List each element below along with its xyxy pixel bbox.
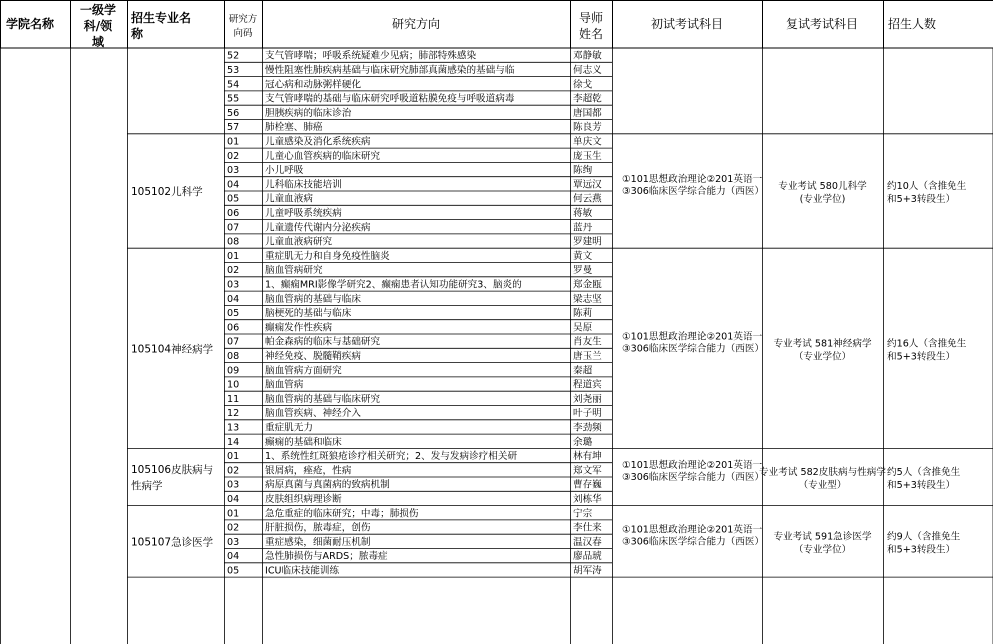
advisor-name: 秦超: [573, 365, 593, 377]
advisor-name: 胡军涛: [573, 565, 602, 577]
dir-code: 57: [227, 122, 240, 134]
dir-code: 53: [227, 64, 240, 76]
dir-code: 56: [227, 107, 240, 119]
header-discipline: 一级学: [79, 3, 117, 17]
dir-code: 01: [227, 136, 240, 148]
advisor-name: 陈绚: [573, 165, 593, 177]
dir-code: 04: [227, 493, 240, 505]
dir-text: 脑血管病的基础与临床: [265, 293, 361, 305]
advisor-name: 林有坤: [573, 451, 602, 463]
dir-code: 06: [227, 207, 240, 219]
prelim-subjects: ①101思想政治理论②201英语一: [622, 174, 763, 185]
dir-text: 癫痫发作性疾病: [265, 322, 333, 334]
advisor-name: 邓静敏: [573, 50, 602, 62]
advisor-name: 黄文: [573, 250, 593, 262]
advisor-name: 廖品琥: [573, 551, 602, 563]
dir-text: 脑血管病研究: [265, 265, 323, 277]
dir-code: 08: [227, 350, 240, 362]
advisor-name: 程道宾: [573, 379, 602, 391]
retest-subjects: 专业考试 581神经病学: [773, 338, 872, 350]
header-dir-code: 研究方: [228, 14, 258, 25]
dir-code: 54: [227, 79, 240, 91]
header-discipline: 科/领: [83, 19, 113, 33]
advisor-name: 单庆文: [573, 136, 602, 148]
dir-code: 05: [227, 308, 240, 320]
retest-subjects: （专业型）: [798, 480, 847, 491]
dir-text: 脑梗死的基础与临床: [265, 308, 352, 320]
dir-code: 07: [227, 222, 240, 234]
dir-text: 儿童血液病研究: [265, 236, 333, 248]
advisor-name: 刘尧丽: [573, 393, 602, 405]
advisor-name: 罗曼: [573, 265, 593, 277]
enroll-count: 和5+3转段生）: [887, 544, 956, 556]
dir-code: 01: [227, 451, 240, 463]
dir-code: 05: [227, 193, 240, 205]
enroll-count: 约10人（含推免生: [887, 181, 967, 192]
header-major: 称: [131, 27, 144, 41]
header-enroll: 招生人数: [888, 17, 937, 31]
prelim-subjects: ①101思想政治理论②201英语一: [622, 524, 763, 536]
enroll-count: 和5+3转段生）: [887, 194, 956, 205]
dir-code: 05: [227, 565, 240, 577]
advisor-name: 蒋敏: [573, 207, 593, 219]
dir-text: 急性肺损伤与ARDS；脓毒症: [265, 551, 388, 563]
dir-text: 儿童血液病: [265, 193, 313, 205]
dir-code: 11: [227, 393, 240, 405]
advisor-name: 温汉春: [573, 536, 602, 548]
dir-code: 02: [227, 150, 240, 162]
prelim-subjects: ③306临床医学综合能力（西医）: [622, 186, 765, 197]
dir-text: 帕金森病的临床与基础研究: [265, 336, 381, 348]
major-name: 性病学: [131, 480, 163, 492]
dir-text: 儿童遗传代谢内分泌疾病: [265, 222, 371, 234]
dir-text: 脑血管病: [265, 379, 304, 391]
dir-text: 癫痫的基础和临床: [265, 436, 342, 448]
advisor-name: 郑文军: [573, 465, 602, 477]
dir-code: 06: [227, 322, 240, 334]
prelim-subjects: ①101思想政治理论②201英语一: [622, 460, 763, 471]
advisor-name: 余璐: [573, 436, 593, 448]
dir-code: 03: [227, 479, 240, 491]
dir-code: 04: [227, 551, 240, 563]
major-name: 105104神经病学: [131, 343, 214, 356]
dir-code: 13: [227, 422, 240, 434]
dir-text: 脑血管病的基础与临床研究: [265, 393, 381, 405]
enroll-count: 约5人（含推免生: [887, 467, 961, 478]
dir-text: 1、系统性红斑狼疮诊疗相关研究；2、发与发病诊疗相关研: [265, 451, 518, 463]
dir-code: 02: [227, 465, 240, 477]
header-dir-code: 向码: [233, 28, 253, 39]
dir-code: 02: [227, 522, 240, 534]
dir-text: 小儿呼吸: [265, 165, 304, 177]
advisor-name: 刘栋华: [573, 493, 602, 505]
header-advisor: 导师: [578, 11, 604, 25]
dir-text: 神经免疫、脱髓鞘疾病: [265, 350, 361, 362]
advisor-name: 肖友生: [573, 336, 602, 348]
advisor-name: 李超乾: [573, 93, 602, 105]
dir-text: ICU临床技能训练: [265, 565, 340, 577]
dir-text: 银屑病，痤疮，性病: [265, 465, 352, 477]
dir-text: 冠心病和动脉粥样硬化: [265, 79, 361, 91]
header-advisor: 姓名: [578, 27, 604, 41]
advisor-name: 宁宗: [573, 508, 593, 520]
retest-subjects: 专业考试 582皮肤病与性病学: [759, 467, 886, 478]
major-name: 105106皮肤病与: [131, 464, 214, 476]
dir-text: 儿童感染及消化系统疾病: [265, 136, 371, 148]
advisor-name: 李劲频: [573, 422, 602, 434]
dir-code: 03: [227, 279, 240, 291]
advisor-name: 唐玉兰: [573, 350, 602, 362]
dir-code: 09: [227, 365, 240, 377]
dir-code: 55: [227, 93, 240, 105]
dir-code: 04: [227, 179, 240, 191]
advisor-name: 何志义: [573, 64, 602, 76]
advisor-name: 叶子明: [573, 408, 602, 420]
header-prelim: 初试考试科目: [650, 17, 724, 31]
major-name: 105102儿科学: [131, 186, 203, 198]
header-major: 招生专业名: [131, 11, 192, 25]
advisor-name: 徐戈: [573, 79, 593, 91]
enroll-count: 约9人（含推免生: [887, 531, 961, 543]
dir-code: 14: [227, 436, 240, 448]
major-name: 105107急诊医学: [131, 536, 214, 549]
dir-code: 03: [227, 165, 240, 177]
advisor-name: 蓝丹: [573, 222, 593, 234]
advisor-name: 陈莉: [573, 308, 593, 320]
advisor-name: 覃远汉: [573, 179, 602, 191]
enroll-count: 和5+3转段生）: [887, 351, 956, 363]
advisor-name: 梁志坚: [573, 293, 602, 305]
header-discipline: 域: [91, 35, 105, 49]
dir-code: 01: [227, 508, 240, 520]
dir-text: 肺栓塞、肺癌: [265, 122, 323, 134]
dir-code: 07: [227, 336, 240, 348]
dir-text: 急危重症的临床研究；中毒；肺损伤: [265, 508, 419, 520]
retest-subjects: 专业考试 580儿科学: [778, 181, 867, 192]
dir-code: 52: [227, 50, 240, 62]
dir-text: 儿童呼吸系统疾病: [265, 207, 342, 219]
dir-text: 儿科临床技能培训: [265, 179, 342, 191]
header-retest: 复试考试科目: [785, 17, 859, 31]
dir-text: 儿童心血管疾病的临床研究: [265, 150, 381, 162]
dir-text: 肝脏损伤，脓毒症，创伤: [265, 522, 371, 534]
dir-text: 重症肌无力: [265, 422, 313, 434]
dir-text: 皮肤组织病理诊断: [265, 493, 342, 505]
dir-code: 02: [227, 265, 240, 277]
header-direction: 研究方向: [391, 17, 441, 31]
retest-subjects: 专业考试 591急诊医学: [773, 531, 872, 543]
dir-text: 1、癫痫MRI影像学研究2、癫痫患者认知功能研究3、脑炎的: [265, 279, 522, 291]
dir-code: 08: [227, 236, 240, 248]
dir-text: 慢性阻塞性肺疾病基础与临床研究肺部真菌感染的基础与临: [265, 64, 515, 76]
dir-code: 12: [227, 408, 240, 420]
dir-text: 重症肌无力和自身免疫性脑炎: [265, 250, 390, 262]
dir-text: 脑血管疾病、神经介入: [265, 408, 361, 420]
advisor-name: 吴原: [573, 322, 593, 334]
dir-text: 病原真菌与真菌病的致病机制: [265, 479, 390, 491]
advisor-name: 陈良芳: [573, 122, 602, 134]
prelim-subjects: ③306临床医学综合能力（西医）: [622, 472, 765, 483]
retest-subjects: （专业学位）: [793, 544, 852, 556]
retest-subjects: (专业学位): [799, 194, 846, 205]
dir-text: 重症感染，细菌耐压机制: [265, 536, 371, 548]
advisor-name: 庞玉生: [573, 150, 602, 162]
retest-subjects: （专业学位）: [793, 351, 852, 363]
advisor-name: 何云燕: [573, 193, 602, 205]
dir-code: 10: [227, 379, 240, 391]
prelim-subjects: ③306临床医学综合能力（西医）: [622, 536, 765, 548]
advisor-name: 郑金瓯: [573, 279, 602, 291]
dir-code: 03: [227, 536, 240, 548]
prelim-subjects: ①101思想政治理论②201英语一: [622, 331, 763, 343]
dir-text: 胆胰疾病的临床诊治: [265, 107, 352, 119]
enroll-count: 和5+3转段生）: [887, 480, 956, 491]
advisor-name: 唐国都: [573, 107, 602, 119]
dir-text: 支气管哮喘的基础与临床研究呼吸道粘膜免疫与呼吸道病毒: [265, 93, 515, 105]
advisor-name: 曹存巍: [573, 479, 602, 491]
advisor-name: 李仕来: [573, 522, 602, 534]
enroll-count: 约16人（含推免生: [887, 338, 967, 350]
dir-text: 支气管哮喘；呼吸系统疑难少见病；肺部特殊感染: [265, 50, 477, 62]
header-college: 学院名称: [6, 17, 55, 31]
advisor-name: 罗建明: [573, 236, 602, 248]
dir-code: 04: [227, 293, 240, 305]
dir-text: 脑血管病方面研究: [265, 365, 342, 377]
prelim-subjects: ③306临床医学综合能力（西医）: [622, 343, 765, 355]
dir-code: 01: [227, 250, 240, 262]
